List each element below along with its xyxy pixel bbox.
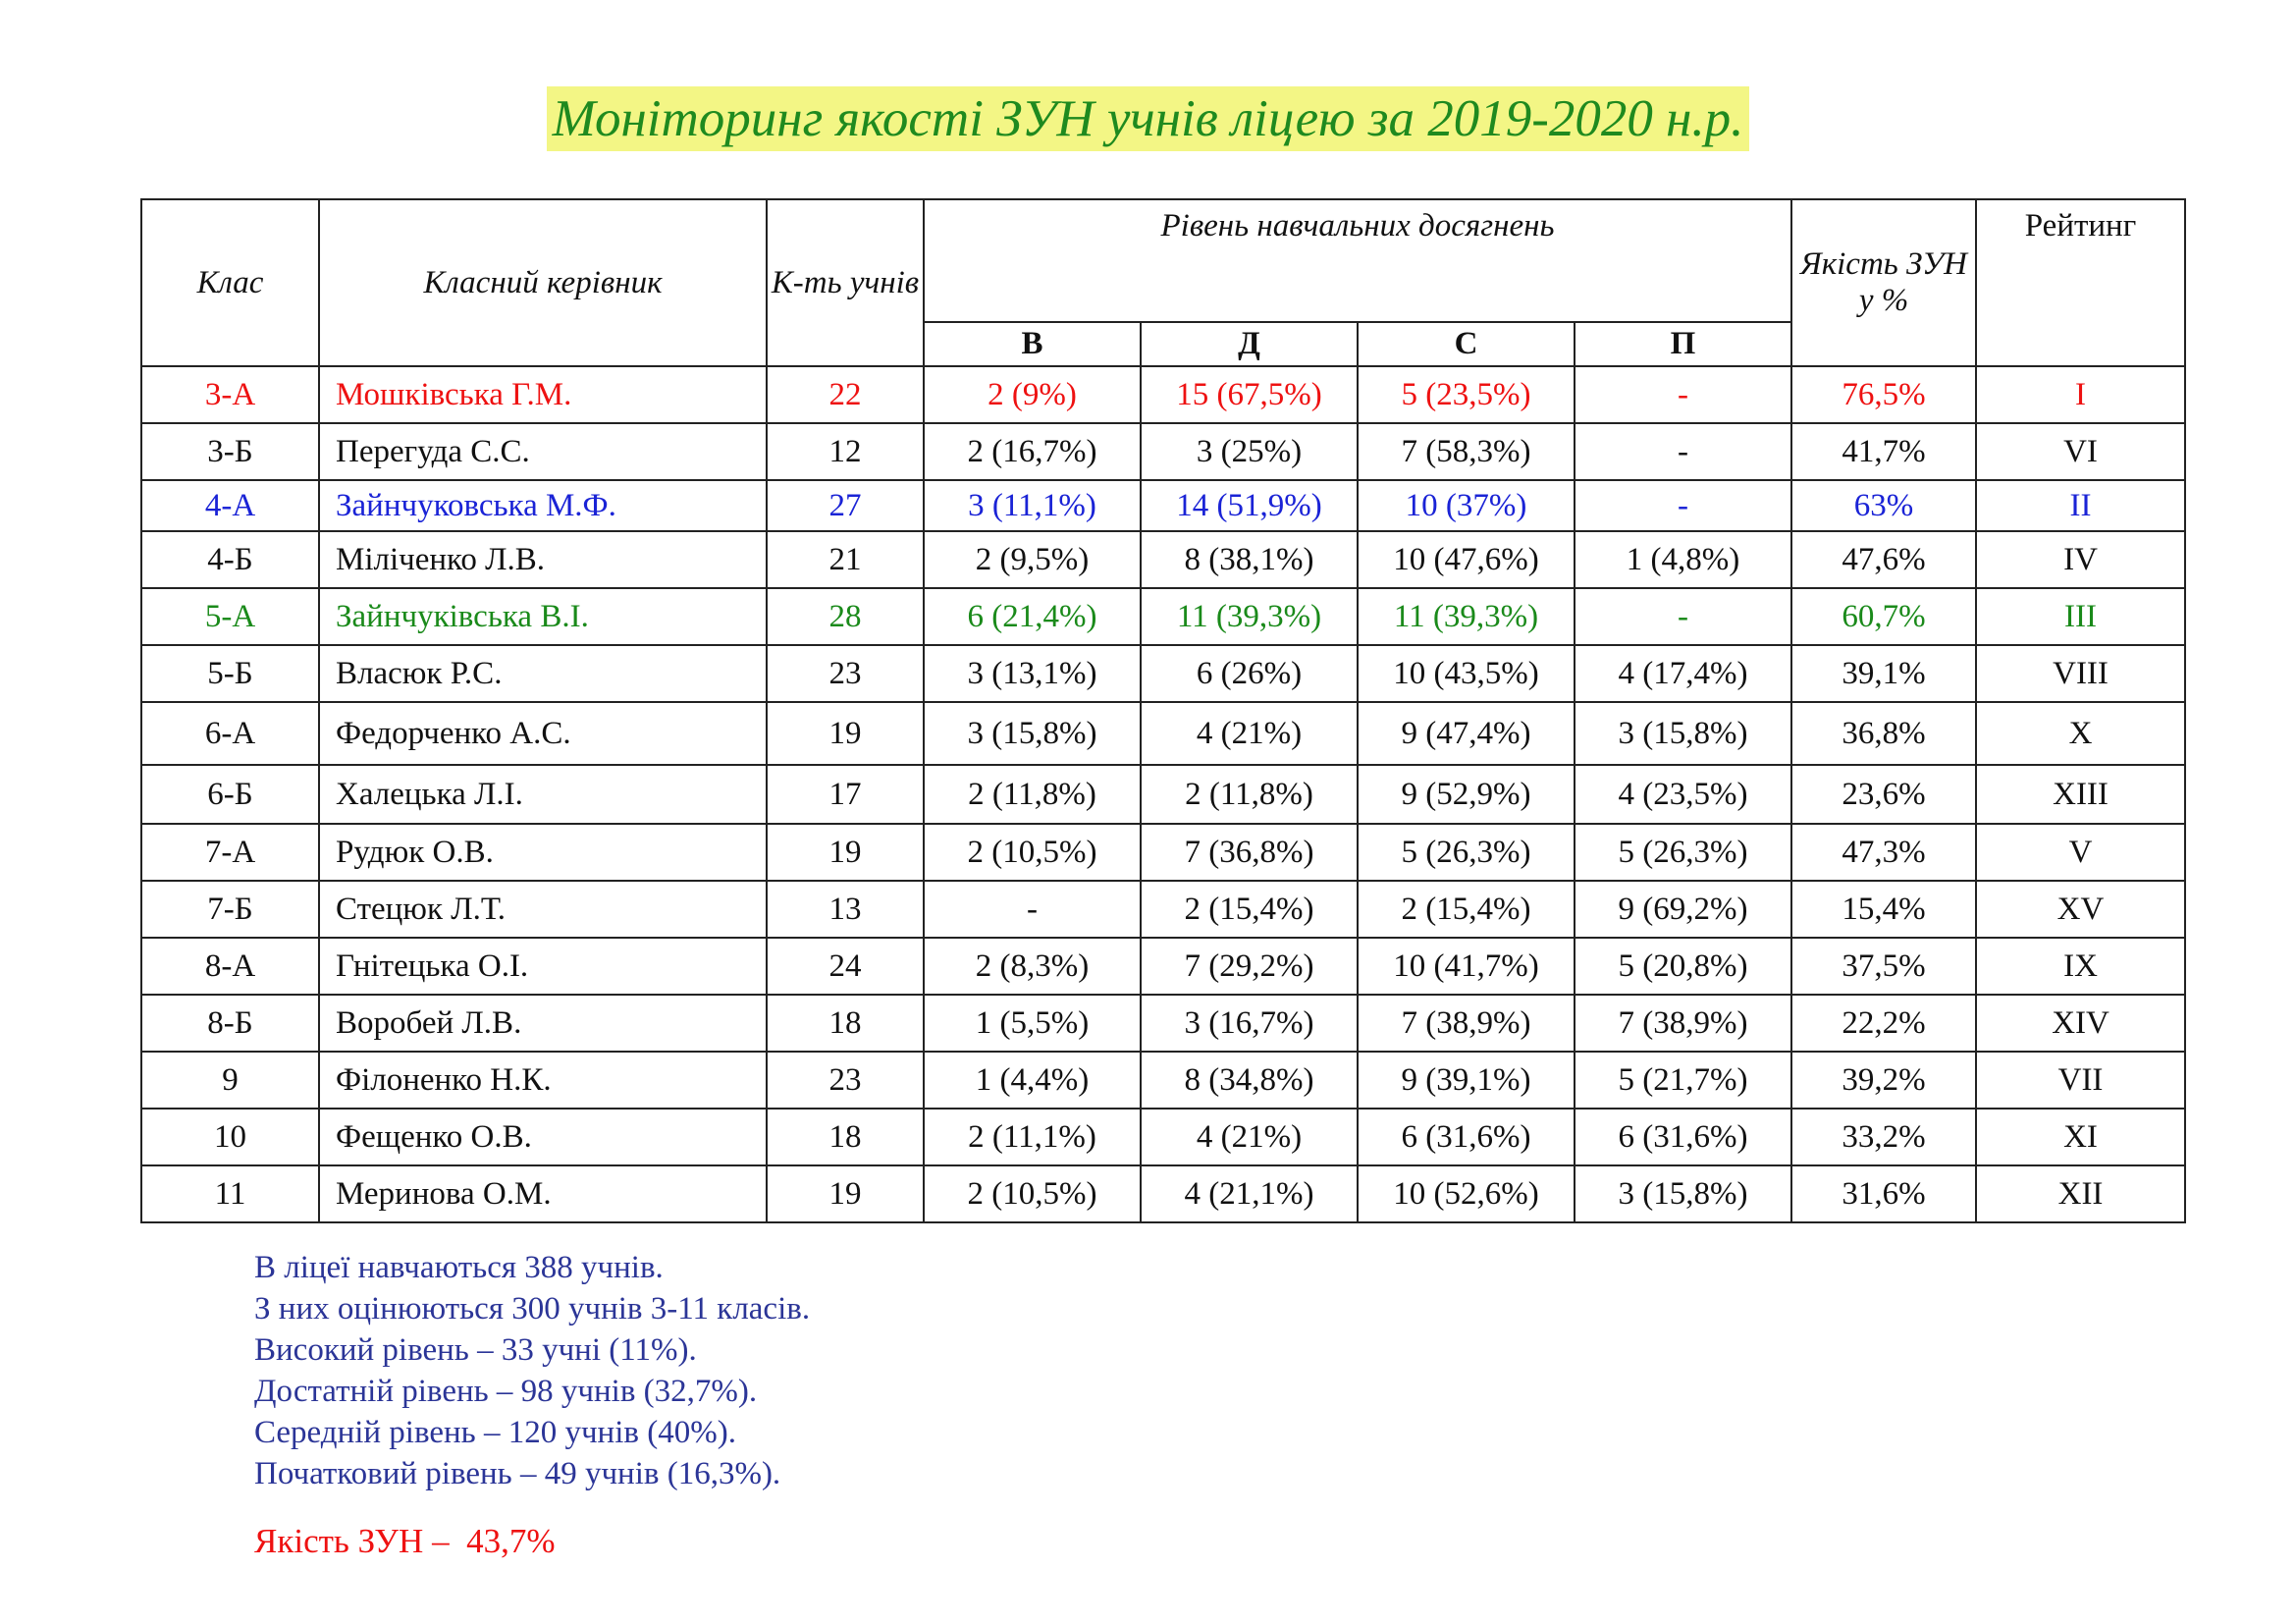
- summary-line: Достатній рівень – 98 учнів (32,7%).: [254, 1374, 758, 1409]
- cell-quality: 22,2%: [1791, 995, 1976, 1052]
- cell-class: 9: [141, 1052, 319, 1109]
- cell-level-s: 2 (15,4%): [1358, 881, 1575, 938]
- cell-level-d: 2 (15,4%): [1141, 881, 1358, 938]
- header-levels: Рівень навчальних досягнень: [924, 199, 1791, 322]
- cell-level-v: 2 (9%): [924, 366, 1141, 423]
- cell-rating: XIII: [1976, 765, 2185, 824]
- cell-quality: 39,1%: [1791, 645, 1976, 702]
- cell-class: 7-Б: [141, 881, 319, 938]
- cell-level-d: 2 (11,8%): [1141, 765, 1358, 824]
- cell-teacher: Рудюк О.В.: [319, 824, 767, 881]
- cell-class: 4-Б: [141, 531, 319, 588]
- header-teacher: Класний керівник: [319, 199, 767, 366]
- cell-level-v: 3 (11,1%): [924, 480, 1141, 531]
- cell-rating: IV: [1976, 531, 2185, 588]
- cell-level-d: 3 (25%): [1141, 423, 1358, 480]
- cell-level-p: 4 (17,4%): [1575, 645, 1791, 702]
- cell-level-p: 9 (69,2%): [1575, 881, 1791, 938]
- cell-level-p: 5 (26,3%): [1575, 824, 1791, 881]
- cell-level-v: 6 (21,4%): [924, 588, 1141, 645]
- cell-teacher: Гнітецька О.І.: [319, 938, 767, 995]
- cell-level-d: 11 (39,3%): [1141, 588, 1358, 645]
- cell-teacher: Зайнчуківська В.І.: [319, 588, 767, 645]
- cell-count: 19: [767, 702, 924, 765]
- cell-level-s: 5 (23,5%): [1358, 366, 1575, 423]
- cell-level-v: 1 (5,5%): [924, 995, 1141, 1052]
- cell-level-p: 7 (38,9%): [1575, 995, 1791, 1052]
- cell-level-d: 7 (29,2%): [1141, 938, 1358, 995]
- header-count: К-ть учнів: [767, 199, 924, 366]
- cell-level-p: 5 (20,8%): [1575, 938, 1791, 995]
- header-class: Клас: [141, 199, 319, 366]
- cell-level-v: 2 (16,7%): [924, 423, 1141, 480]
- cell-teacher: Меринова О.М.: [319, 1165, 767, 1222]
- table-row: [141, 480, 2185, 531]
- header-quality: Якість ЗУН у %: [1791, 199, 1976, 366]
- cell-class: 6-А: [141, 702, 319, 765]
- cell-count: 23: [767, 1052, 924, 1109]
- cell-class: 5-Б: [141, 645, 319, 702]
- cell-level-p: 1 (4,8%): [1575, 531, 1791, 588]
- page-title: Моніторинг якості ЗУН учнів ліцею за 2019-2020 н.р.: [547, 86, 1750, 151]
- cell-class: 3-А: [141, 366, 319, 423]
- cell-quality: 39,2%: [1791, 1052, 1976, 1109]
- cell-level-s: 9 (52,9%): [1358, 765, 1575, 824]
- cell-teacher: Перегуда С.С.: [319, 423, 767, 480]
- cell-class: 11: [141, 1165, 319, 1222]
- summary-line: Початковий рівень – 49 учнів (16,3%).: [254, 1456, 781, 1491]
- cell-level-v: 2 (10,5%): [924, 824, 1141, 881]
- cell-count: 27: [767, 480, 924, 531]
- table-row: [141, 1165, 2185, 1222]
- quality-total: Якість ЗУН – 43,7%: [254, 1522, 556, 1560]
- cell-quality: 47,6%: [1791, 531, 1976, 588]
- cell-teacher: Стецюк Л.Т.: [319, 881, 767, 938]
- cell-count: 19: [767, 1165, 924, 1222]
- cell-level-v: 2 (8,3%): [924, 938, 1141, 995]
- cell-teacher: Зайнчуковська М.Ф.: [319, 480, 767, 531]
- table-row: [141, 423, 2185, 480]
- cell-teacher: Мошківська Г.М.: [319, 366, 767, 423]
- cell-quality: 36,8%: [1791, 702, 1976, 765]
- cell-level-p: -: [1575, 588, 1791, 645]
- cell-teacher: Філоненко Н.К.: [319, 1052, 767, 1109]
- table-body: [141, 366, 2185, 1222]
- cell-level-p: 5 (21,7%): [1575, 1052, 1791, 1109]
- cell-level-d: 8 (34,8%): [1141, 1052, 1358, 1109]
- table-row: [141, 938, 2185, 995]
- cell-level-v: -: [924, 881, 1141, 938]
- cell-level-s: 9 (47,4%): [1358, 702, 1575, 765]
- cell-level-s: 10 (41,7%): [1358, 938, 1575, 995]
- summary-line: Середній рівень – 120 учнів (40%).: [254, 1415, 736, 1450]
- cell-count: 24: [767, 938, 924, 995]
- cell-class: 5-А: [141, 588, 319, 645]
- cell-quality: 63%: [1791, 480, 1976, 531]
- cell-level-d: 4 (21%): [1141, 1109, 1358, 1165]
- cell-class: 4-А: [141, 480, 319, 531]
- cell-level-d: 4 (21%): [1141, 702, 1358, 765]
- cell-level-d: 8 (38,1%): [1141, 531, 1358, 588]
- cell-level-p: 3 (15,8%): [1575, 702, 1791, 765]
- cell-quality: 76,5%: [1791, 366, 1976, 423]
- cell-count: 19: [767, 824, 924, 881]
- cell-count: 28: [767, 588, 924, 645]
- table-row: [141, 702, 2185, 765]
- cell-quality: 31,6%: [1791, 1165, 1976, 1222]
- cell-rating: XI: [1976, 1109, 2185, 1165]
- cell-count: 18: [767, 995, 924, 1052]
- header-level-d: Д: [1141, 322, 1358, 366]
- cell-level-v: 2 (10,5%): [924, 1165, 1141, 1222]
- cell-level-v: 1 (4,4%): [924, 1052, 1141, 1109]
- cell-level-v: 2 (11,8%): [924, 765, 1141, 824]
- cell-count: 17: [767, 765, 924, 824]
- cell-rating: XII: [1976, 1165, 2185, 1222]
- cell-level-s: 9 (39,1%): [1358, 1052, 1575, 1109]
- table-row: [141, 588, 2185, 645]
- cell-count: 12: [767, 423, 924, 480]
- cell-teacher: Воробей Л.В.: [319, 995, 767, 1052]
- cell-class: 8-Б: [141, 995, 319, 1052]
- cell-level-d: 4 (21,1%): [1141, 1165, 1358, 1222]
- cell-level-p: 6 (31,6%): [1575, 1109, 1791, 1165]
- table-row: [141, 765, 2185, 824]
- cell-rating: VI: [1976, 423, 2185, 480]
- table-row: [141, 995, 2185, 1052]
- cell-level-d: 14 (51,9%): [1141, 480, 1358, 531]
- cell-level-s: 5 (26,3%): [1358, 824, 1575, 881]
- cell-level-d: 6 (26%): [1141, 645, 1358, 702]
- quality-table: [140, 198, 2186, 1223]
- cell-rating: VII: [1976, 1052, 2185, 1109]
- cell-rating: X: [1976, 702, 2185, 765]
- cell-rating: IX: [1976, 938, 2185, 995]
- cell-level-s: 10 (43,5%): [1358, 645, 1575, 702]
- table-row: [141, 531, 2185, 588]
- table-row: [141, 1109, 2185, 1165]
- cell-class: 6-Б: [141, 765, 319, 824]
- cell-level-s: 7 (58,3%): [1358, 423, 1575, 480]
- cell-count: 13: [767, 881, 924, 938]
- cell-class: 10: [141, 1109, 319, 1165]
- summary-block: [254, 1247, 810, 1494]
- cell-level-d: 15 (67,5%): [1141, 366, 1358, 423]
- summary-line: З них оцінюються 300 учнів 3-11 класів.: [254, 1291, 811, 1326]
- cell-level-p: 4 (23,5%): [1575, 765, 1791, 824]
- cell-teacher: Федорченко А.С.: [319, 702, 767, 765]
- cell-level-p: -: [1575, 366, 1791, 423]
- cell-quality: 47,3%: [1791, 824, 1976, 881]
- cell-teacher: Власюк Р.С.: [319, 645, 767, 702]
- cell-level-s: 11 (39,3%): [1358, 588, 1575, 645]
- cell-rating: VIII: [1976, 645, 2185, 702]
- cell-level-p: -: [1575, 423, 1791, 480]
- cell-level-s: 10 (52,6%): [1358, 1165, 1575, 1222]
- header-rating: Рейтинг: [1976, 199, 2185, 366]
- cell-class: 8-А: [141, 938, 319, 995]
- cell-level-s: 7 (38,9%): [1358, 995, 1575, 1052]
- cell-quality: 15,4%: [1791, 881, 1976, 938]
- cell-rating: III: [1976, 588, 2185, 645]
- cell-level-v: 2 (9,5%): [924, 531, 1141, 588]
- cell-level-d: 3 (16,7%): [1141, 995, 1358, 1052]
- summary-line: В ліцеї навчаються 388 учнів.: [254, 1250, 664, 1285]
- cell-class: 7-А: [141, 824, 319, 881]
- cell-level-v: 3 (13,1%): [924, 645, 1141, 702]
- cell-count: 21: [767, 531, 924, 588]
- cell-level-p: 3 (15,8%): [1575, 1165, 1791, 1222]
- cell-level-v: 3 (15,8%): [924, 702, 1141, 765]
- cell-quality: 41,7%: [1791, 423, 1976, 480]
- header-level-s: С: [1358, 322, 1575, 366]
- cell-quality: 33,2%: [1791, 1109, 1976, 1165]
- cell-quality: 37,5%: [1791, 938, 1976, 995]
- table-row: [141, 1052, 2185, 1109]
- cell-teacher: Фещенко О.В.: [319, 1109, 767, 1165]
- cell-level-s: 10 (47,6%): [1358, 531, 1575, 588]
- cell-level-p: -: [1575, 480, 1791, 531]
- table-row: [141, 366, 2185, 423]
- table-row: [141, 824, 2185, 881]
- cell-rating: II: [1976, 480, 2185, 531]
- cell-level-s: 10 (37%): [1358, 480, 1575, 531]
- cell-quality: 23,6%: [1791, 765, 1976, 824]
- cell-count: 18: [767, 1109, 924, 1165]
- cell-class: 3-Б: [141, 423, 319, 480]
- cell-quality: 60,7%: [1791, 588, 1976, 645]
- cell-count: 22: [767, 366, 924, 423]
- cell-rating: V: [1976, 824, 2185, 881]
- header-level-p: П: [1575, 322, 1791, 366]
- cell-level-d: 7 (36,8%): [1141, 824, 1358, 881]
- header-level-v: В: [924, 322, 1141, 366]
- cell-level-v: 2 (11,1%): [924, 1109, 1141, 1165]
- cell-teacher: Міліченко Л.В.: [319, 531, 767, 588]
- cell-rating: XV: [1976, 881, 2185, 938]
- cell-rating: XIV: [1976, 995, 2185, 1052]
- cell-level-s: 6 (31,6%): [1358, 1109, 1575, 1165]
- table-row: [141, 881, 2185, 938]
- table-row: [141, 645, 2185, 702]
- summary-line: Високий рівень – 33 учні (11%).: [254, 1332, 697, 1368]
- cell-teacher: Халецька Л.І.: [319, 765, 767, 824]
- cell-count: 23: [767, 645, 924, 702]
- cell-rating: I: [1976, 366, 2185, 423]
